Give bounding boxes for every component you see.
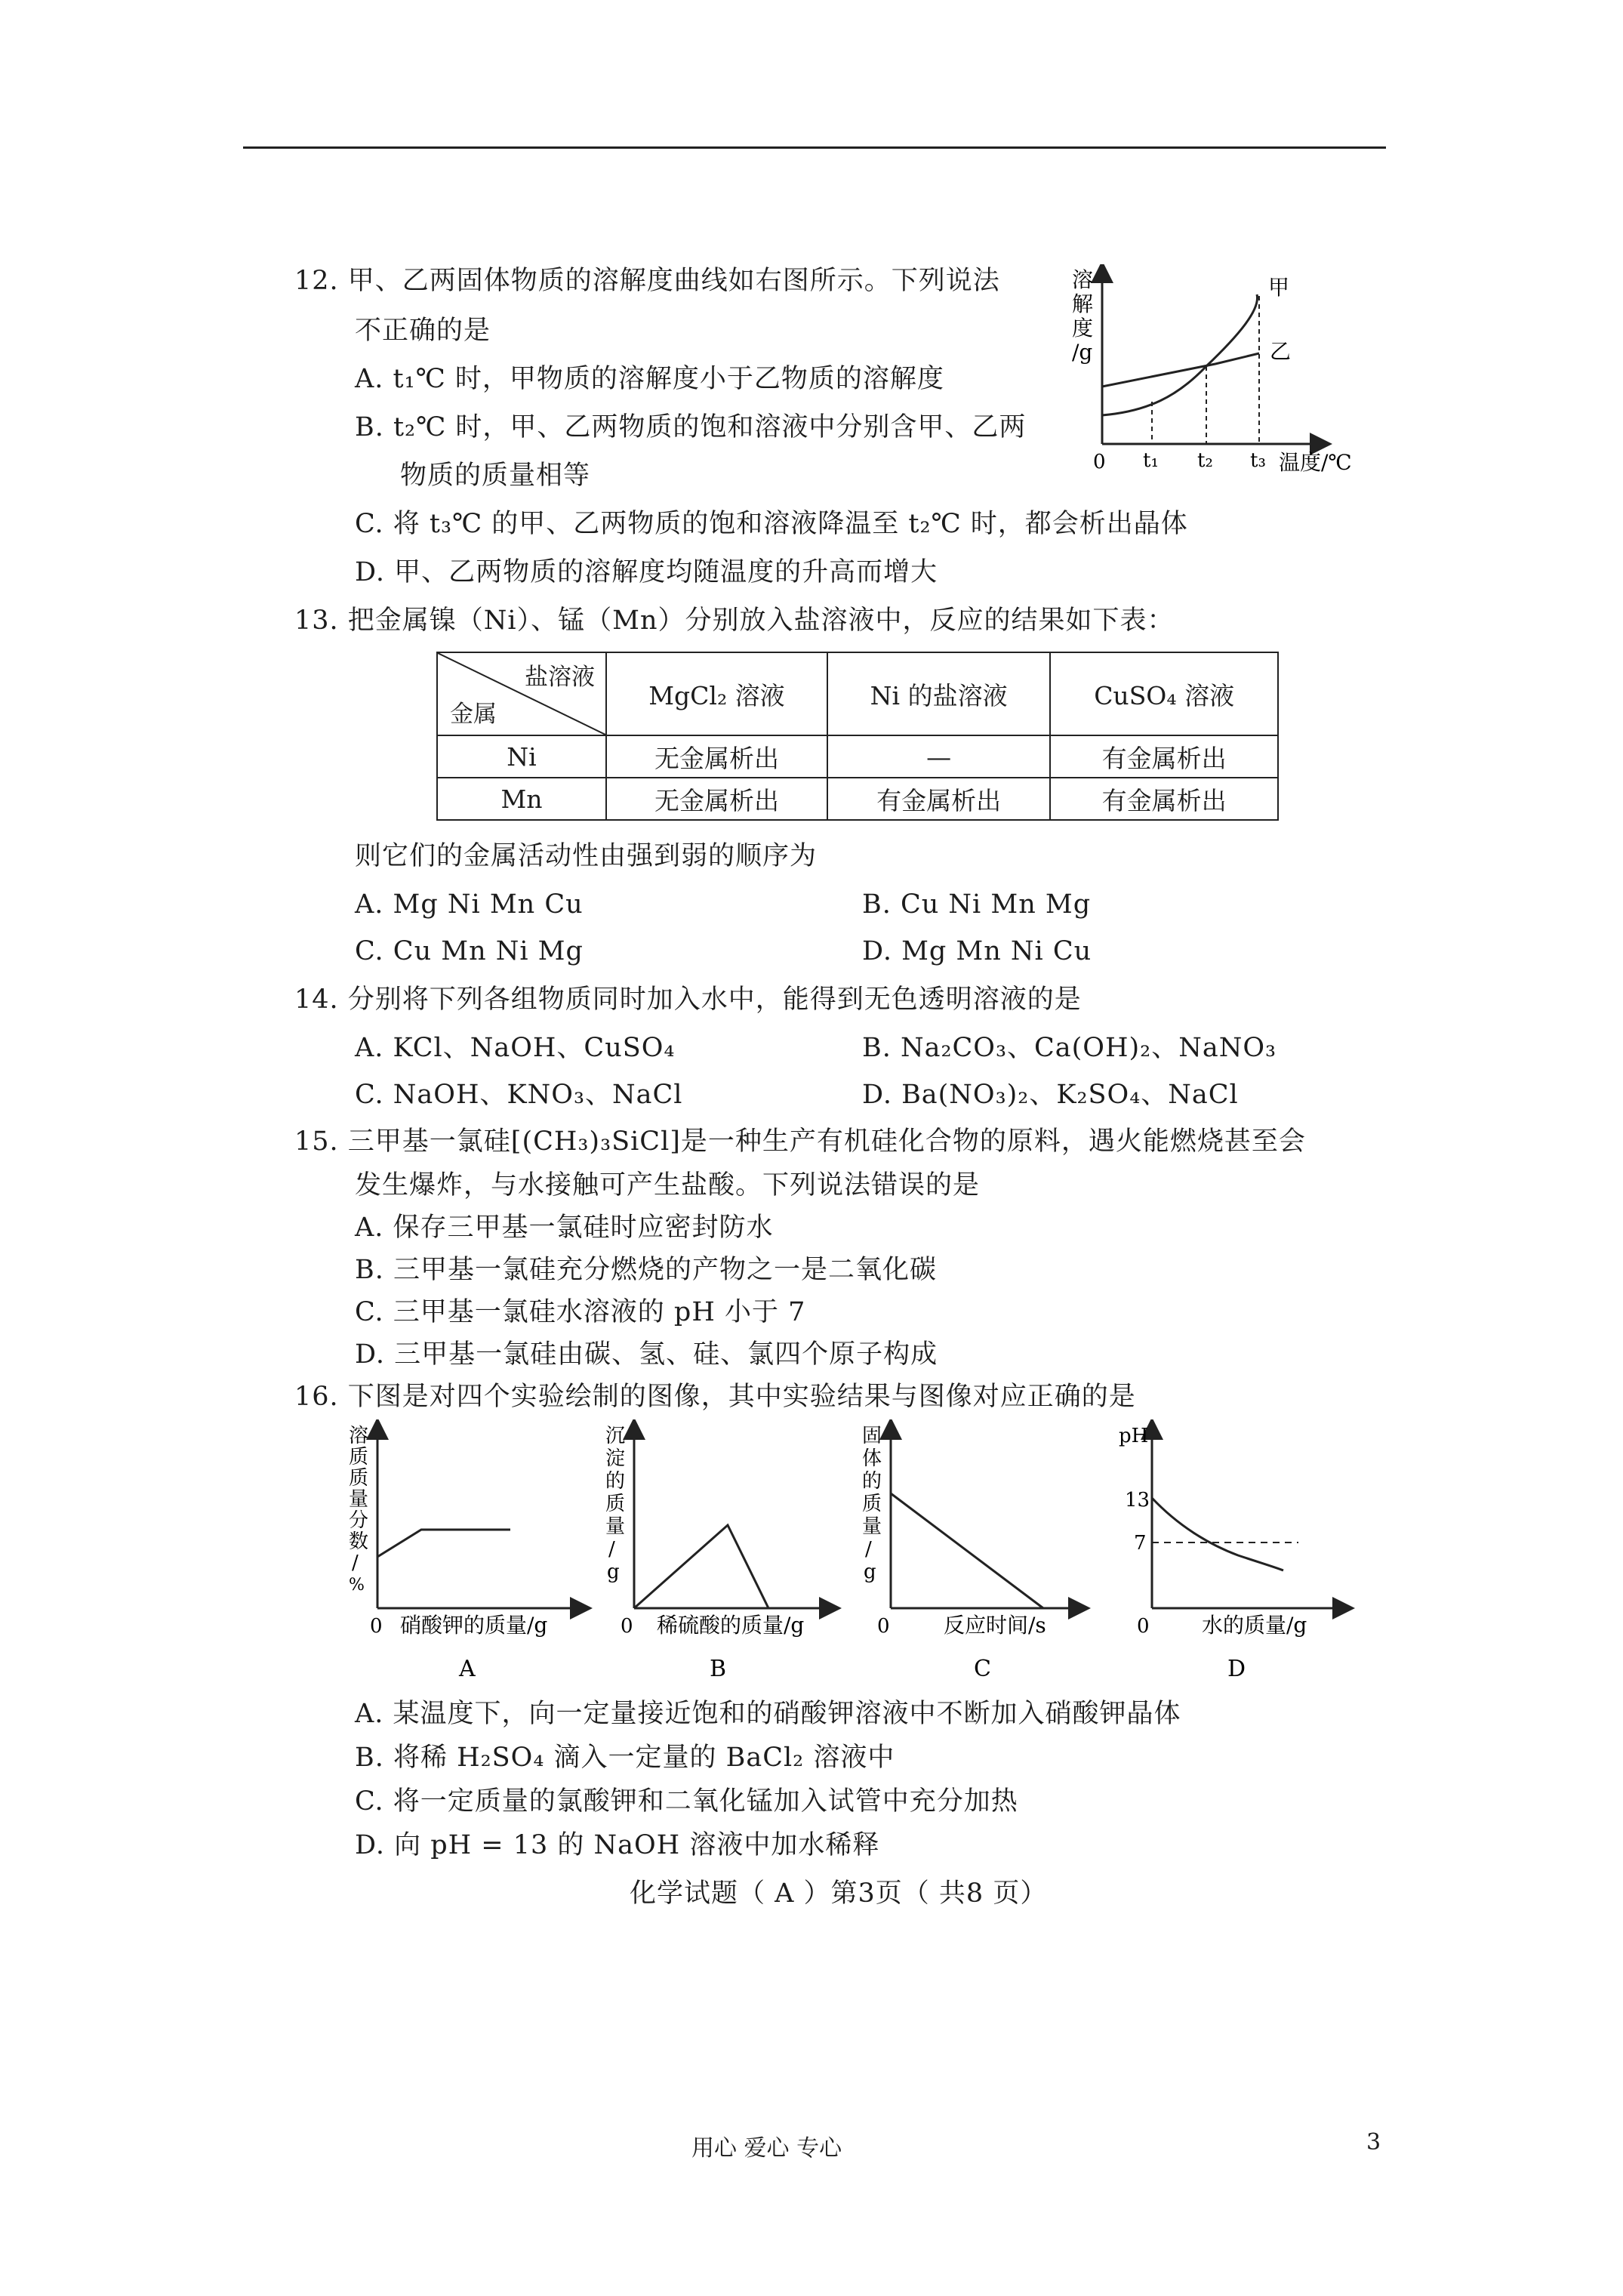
graph-b-y-char: 沉 xyxy=(605,1425,626,1447)
graph-a-y-char: / xyxy=(352,1552,359,1574)
q14-option-d: D. Ba(NO₃)₂、K₂SO₄、NaCl xyxy=(862,1080,1239,1110)
q12-stem-line1: 12. 甲、乙两固体物质的溶解度曲线如右图所示。下列说法 xyxy=(294,266,1000,296)
graph-a-line xyxy=(377,1530,510,1557)
graph-c-y-char: 量 xyxy=(862,1515,882,1538)
graph-c-line xyxy=(891,1493,1043,1608)
graph-a-letter: A xyxy=(459,1656,476,1682)
q12-tick-t1: t₁ xyxy=(1143,449,1159,472)
q16-stem: 16. 下图是对四个实验绘制的图像，其中实验结果与图像对应正确的是 xyxy=(294,1382,1136,1412)
graph-a-y-char: 量 xyxy=(349,1488,369,1511)
table-header-ni-salt: Ni 的盐溶液 xyxy=(827,652,1050,735)
table-cell: 无金属析出 xyxy=(606,735,827,778)
graph-a-y-char: 分 xyxy=(349,1509,369,1532)
q15-option-d: D. 三甲基一氯硅由碳、氢、硅、氯四个原子构成 xyxy=(355,1339,938,1370)
graph-a-y-char: 质 xyxy=(349,1446,369,1469)
table-row-ni xyxy=(437,735,1278,778)
q12-option-b-line2: 物质的质量相等 xyxy=(400,461,591,491)
graph-c-y-char: 固 xyxy=(862,1425,882,1447)
q12-option-d: D. 甲、乙两物质的溶解度均随温度的升高而增大 xyxy=(355,557,938,587)
q14-option-c: C. NaOH、KNO₃、NaCl xyxy=(355,1080,683,1110)
q13-stem: 13. 把金属镍（Ni）、锰（Mn）分别放入盐溶液中，反应的结果如下表： xyxy=(294,606,1175,636)
graph-d-curve xyxy=(1152,1498,1283,1570)
graph-a-y-char: 溶 xyxy=(349,1425,369,1447)
table-cell-metal: Mn xyxy=(437,778,606,820)
graph-d-tick-13: 13 xyxy=(1125,1489,1150,1512)
graph-d-origin: 0 xyxy=(1137,1615,1150,1638)
graph-c-y-char: g xyxy=(864,1561,876,1583)
graph-a-y-char: 数 xyxy=(349,1530,369,1553)
q16-graphs xyxy=(332,1419,1374,1691)
q12-stem-line2: 不正确的是 xyxy=(355,316,491,346)
q15-option-c: C. 三甲基一氯硅水溶液的 pH 小于 7 xyxy=(355,1297,806,1327)
q12-curve-yi xyxy=(1102,353,1259,387)
q12-x-label: 温度/℃ xyxy=(1279,450,1352,475)
q13-results-table xyxy=(436,652,1279,821)
q14-option-a: A. KCl、NaOH、CuSO₄ xyxy=(355,1033,676,1063)
graph-b-y-char: 量 xyxy=(605,1515,626,1538)
graph-a-origin: 0 xyxy=(370,1615,383,1638)
table-row-mn xyxy=(437,778,1278,820)
q15-option-b: B. 三甲基一氯硅充分燃烧的产物之一是二氧化碳 xyxy=(355,1255,937,1285)
table-corner-bottom: 金属 xyxy=(450,701,497,728)
graph-b-line xyxy=(634,1525,768,1608)
graph-b-y-char: 质 xyxy=(605,1493,626,1515)
q12-option-a: A. t₁℃ 时，甲物质的溶解度小于乙物质的溶解度 xyxy=(355,364,944,394)
q12-label-yi: 乙 xyxy=(1270,339,1292,364)
q13-option-a: A. Mg Ni Mn Cu xyxy=(355,889,584,920)
q16-option-c: C. 将一定质量的氯酸钾和二氧化锰加入试管中充分加热 xyxy=(355,1786,1018,1817)
q16-option-b: B. 将稀 H₂SO₄ 滴入一定量的 BaCl₂ 溶液中 xyxy=(355,1743,895,1773)
q12-y-label-1: 溶 xyxy=(1072,267,1094,292)
graph-d-y-label: pH xyxy=(1119,1425,1149,1447)
graph-d-x-label: 水的质量/g xyxy=(1202,1613,1307,1638)
q14-option-b: B. Na₂CO₃、Ca(OH)₂、NaNO₃ xyxy=(862,1033,1277,1063)
bottom-motto: 用心 爱心 专心 xyxy=(691,2135,842,2162)
header-rule xyxy=(243,146,1386,149)
table-header-mgcl2: MgCl₂ 溶液 xyxy=(606,652,827,735)
q16-option-a: A. 某温度下，向一定量接近饱和的硝酸钾溶液中不断加入硝酸钾晶体 xyxy=(355,1699,1181,1729)
q12-label-jia: 甲 xyxy=(1268,275,1290,300)
q16-option-d: D. 向 pH = 13 的 NaOH 溶液中加水稀释 xyxy=(355,1830,880,1860)
table-corner-top: 盐溶液 xyxy=(525,664,595,691)
table-cell: — xyxy=(827,735,1050,778)
graph-b-y-char: 的 xyxy=(605,1470,626,1493)
graph-b-origin: 0 xyxy=(621,1615,633,1638)
table-header-cuso4: CuSO₄ 溶液 xyxy=(1050,652,1278,735)
graph-b-y-char: / xyxy=(608,1538,615,1561)
q12-tick-t2: t₂ xyxy=(1197,449,1213,472)
q15-stem-line2: 发生爆炸，与水接触可产生盐酸。下列说法错误的是 xyxy=(355,1170,981,1200)
graph-c-origin: 0 xyxy=(877,1615,890,1638)
graph-c-letter: C xyxy=(974,1656,991,1682)
q15-option-a: A. 保存三甲基一氯硅时应密封防水 xyxy=(355,1213,774,1243)
page-footer: 化学试题（ A ）第3页（ 共8 页） xyxy=(630,1878,1048,1909)
q15-stem-line1: 15. 三甲基一氯硅[(CH₃)₃SiCl]是一种生产有机硅化合物的原料，遇火能燃烧甚至会 xyxy=(294,1126,1306,1157)
q12-y-label-2: 解 xyxy=(1072,291,1094,316)
q12-y-label-3: 度 xyxy=(1072,316,1094,341)
table-cell-metal: Ni xyxy=(437,735,606,778)
q13-option-d: D. Mg Mn Ni Cu xyxy=(862,936,1092,966)
q12-curve-jia xyxy=(1102,294,1258,415)
graph-d-tick-7: 7 xyxy=(1134,1532,1147,1555)
q12-y-label-4: /g xyxy=(1072,340,1093,365)
graph-c-x-label: 反应时间/s xyxy=(944,1613,1046,1638)
q12-option-b-line1: B. t₂℃ 时，甲、乙两物质的饱和溶液中分别含甲、乙两 xyxy=(355,412,1027,442)
q14-stem: 14. 分别将下列各组物质同时加入水中，能得到无色透明溶液的是 xyxy=(294,985,1082,1015)
q12-solubility-graph xyxy=(1064,264,1381,479)
graph-b-y-char: g xyxy=(607,1561,620,1583)
q13-option-c: C. Cu Mn Ni Mg xyxy=(355,936,584,966)
graph-a-x-label: 硝酸钾的质量/g xyxy=(400,1613,548,1638)
q16-graph-c xyxy=(862,1425,1079,1682)
q16-graph-a xyxy=(349,1425,581,1682)
page-number: 3 xyxy=(1366,2129,1381,2156)
graph-d-letter: D xyxy=(1227,1656,1246,1682)
graph-b-y-char: 淀 xyxy=(605,1447,626,1470)
table-cell: 有金属析出 xyxy=(827,778,1050,820)
q12-origin: 0 xyxy=(1093,451,1106,473)
graph-b-x-label: 稀硫酸的质量/g xyxy=(657,1613,805,1638)
table-corner-cell xyxy=(437,652,606,735)
graph-a-y-char: 质 xyxy=(349,1467,369,1490)
graph-c-y-char: / xyxy=(865,1538,872,1561)
table-cell: 有金属析出 xyxy=(1050,778,1278,820)
q16-graph-b xyxy=(605,1425,830,1682)
graph-c-y-char: 质 xyxy=(862,1493,882,1515)
graph-c-y-char: 的 xyxy=(862,1470,882,1493)
graph-c-y-char: 体 xyxy=(862,1447,882,1470)
table-cell: 无金属析出 xyxy=(606,778,827,820)
graph-b-letter: B xyxy=(710,1656,727,1682)
q13-option-b: B. Cu Ni Mn Mg xyxy=(862,889,1092,920)
graph-a-y-char: % xyxy=(349,1576,365,1595)
q16-graph-d xyxy=(1119,1425,1344,1682)
q12-tick-t3: t₃ xyxy=(1250,449,1266,472)
q12-option-c: C. 将 t₃℃ 的甲、乙两物质的饱和溶液降温至 t₂℃ 时，都会析出晶体 xyxy=(355,509,1188,539)
table-cell: 有金属析出 xyxy=(1050,735,1278,778)
q13-question: 则它们的金属活动性由强到弱的顺序为 xyxy=(355,841,818,871)
